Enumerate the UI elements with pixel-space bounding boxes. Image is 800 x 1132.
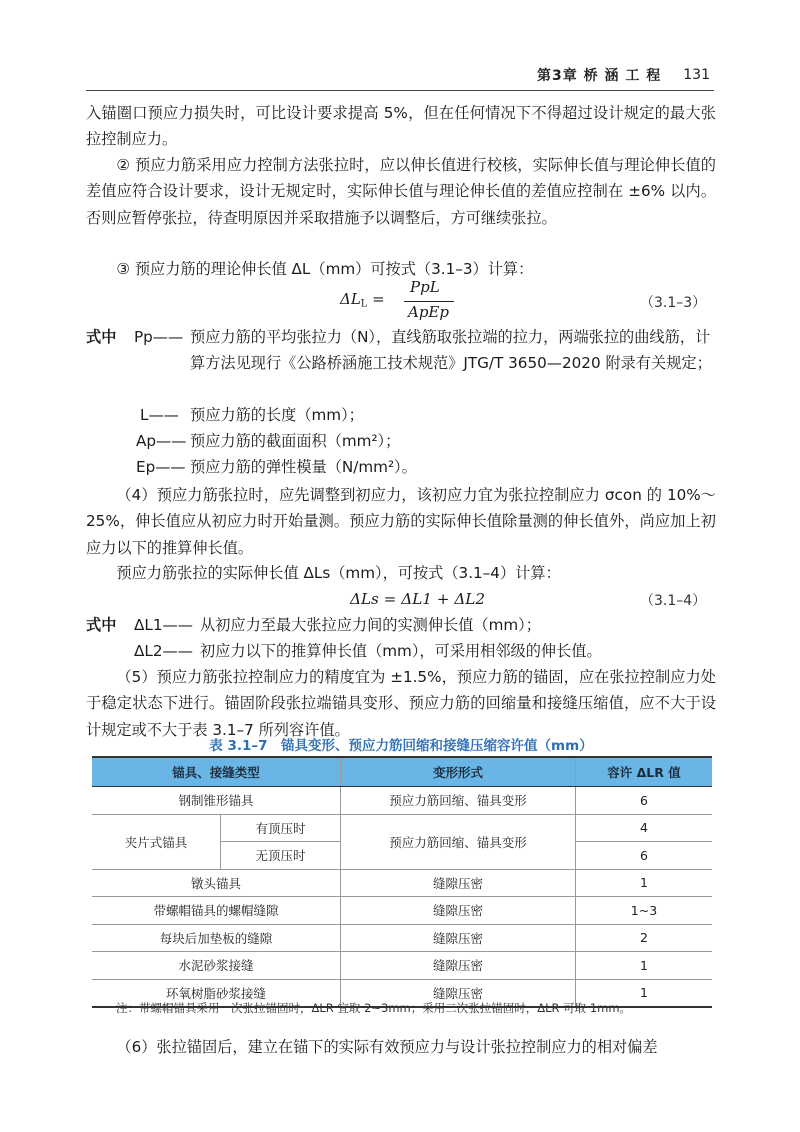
fraction-bar [404, 301, 454, 302]
cell-type: 每块后加垫板的缝隙 [92, 924, 341, 952]
tolerance-table [92, 756, 712, 1008]
formula-denominator: ApEp [408, 303, 449, 321]
cell-form: 缝隙压密 [341, 897, 576, 925]
cell-value: 6 [576, 787, 713, 815]
paragraph-5: 预应力筋张拉的实际伸长值 ΔLs（mm），可按式（3.1–4）计算： [116, 564, 561, 582]
defs-label: 式中 [86, 328, 117, 346]
table-title: 表 3.1–7 锚具变形、预应力筋回缩和接缝压缩容许值（mm） [209, 738, 593, 754]
def-text-ap: 预应力筋的截面面积（mm²）； [190, 432, 401, 450]
cell-value: 6 [576, 842, 713, 870]
cell-type: 夹片式锚具 [92, 814, 221, 869]
def-text-l: 预应力筋的长度（mm）； [190, 406, 364, 424]
paragraph-6: （5）预应力筋张拉控制应力的精度宜为 ±1.5%，预应力筋的锚固，应在张拉控制应力处于稳定状态下进行。锚固阶段张拉端锚具变形、预应力筋的回缩量和接缝压缩值，应不大于设计规定或不大于表 3.1–7 所列容许值。 [86, 668, 716, 739]
def-text-ep: 预应力筋的弹性模量（N/mm²）。 [190, 458, 417, 476]
cell-value: 4 [576, 814, 713, 842]
cell-type: 钢制锥形锚具 [92, 787, 341, 815]
chapter-title: 第3章 桥 涵 工 程 [537, 68, 662, 84]
table-row [92, 897, 712, 925]
cell-value: 1 [576, 869, 713, 897]
paragraph-3: ③ 预应力筋的理论伸长值 ΔL（mm）可按式（3.1–3）计算： [116, 260, 534, 278]
table-header-form: 变形形式 [341, 757, 576, 787]
page-number: 131 [683, 67, 710, 83]
cell-subtype: 有顶压时 [221, 814, 341, 842]
table-header-type: 锚具、接缝类型 [92, 757, 341, 787]
cell-value: 1 [576, 979, 713, 1007]
table-row [92, 869, 712, 897]
table-row [92, 952, 712, 980]
paragraph-2: ② 预应力筋采用应力控制方法张拉时，应以伸长值进行校核，实际伸长值与理论伸长值的差值应符合设计要求，设计无规定时，实际伸长值与理论伸长值的差值应控制在 ±6% 以内。否则应暂停张拉，待查明原因并采取措施予以调整后，方可继续张拉。 [86, 156, 716, 227]
cell-form: 缝隙压密 [341, 924, 576, 952]
table-row [92, 787, 712, 815]
def-term-dl1: ΔL1—— [134, 616, 193, 634]
table-row [92, 924, 712, 952]
cell-form: 缝隙压密 [341, 952, 576, 980]
table-header-value: 容许 ΔLR 值 [576, 757, 713, 787]
def-text-dl2: 初应力以下的推算伸长值（mm），可采用相邻级的伸长值。 [200, 642, 602, 660]
cell-value: 2 [576, 924, 713, 952]
cell-form: 缝隙压密 [341, 869, 576, 897]
paragraph-4: （4）预应力筋张拉时，应先调整到初应力，该初应力宜为张拉控制应力 σcon 的 10%～25%，伸长值应从初应力时开始量测。预应力筋的实际伸长值除量测的伸长值外，尚应加上初应力以下的推算伸长值。 [86, 486, 716, 557]
cell-form: 预应力筋回缩、锚具变形 [341, 787, 576, 815]
def-term-l: L—— [140, 406, 179, 424]
paragraph-1: 入锚圈口预应力损失时，可比设计要求提高 5%，但在任何情况下不得超过设计规定的最大张拉控制应力。 [86, 104, 716, 149]
paragraph-7: （6）张拉锚固后，建立在锚下的实际有效预应力与设计张拉控制应力的相对偏差 [116, 1038, 658, 1056]
cell-subtype: 无顶压时 [221, 842, 341, 870]
table-row [92, 814, 712, 842]
cell-type: 镦头锚具 [92, 869, 341, 897]
cell-type: 带螺帽锚具的螺帽缝隙 [92, 897, 341, 925]
def-text-dl1: 从初应力至最大张拉应力间的实测伸长值（mm）； [200, 616, 541, 634]
cell-type: 水泥砂浆接缝 [92, 952, 341, 980]
cell-value: 1 [576, 952, 713, 980]
cell-value: 1~3 [576, 897, 713, 925]
def-term-pp: Pp—— [134, 328, 184, 346]
formula-numerator: PpL [410, 278, 440, 296]
def-term-dl2: ΔL2—— [134, 642, 193, 660]
table-header-row [92, 757, 712, 787]
def-term-ap: Ap—— [136, 432, 187, 450]
formula-number-4: （3.1–4） [640, 593, 707, 609]
defs-label-4: 式中 [86, 616, 117, 634]
header-rule [86, 90, 714, 91]
formula-lhs: $\Delta L_L$ = [340, 290, 385, 310]
table-note: 注：带螺帽锚具采用一次张拉锚固时，ΔLR 宜取 2~3mm；采用二次张拉锚固时，ΔLR 可取 1mm。 [116, 1001, 632, 1015]
formula-3-1-4: ΔLs = ΔL1 + ΔL2 [350, 590, 486, 608]
def-text-pp: 预应力筋的平均张拉力（N），直线筋取张拉端的拉力，两端张拉的曲线筋，计算方法见现行《公路桥涵施工技术规范》JTG/T 3650—2020 附录有关规定； [190, 328, 712, 372]
cell-form: 缝隙压密 [341, 979, 576, 1007]
formula-number-3: （3.1–3） [640, 295, 707, 311]
cell-form: 预应力筋回缩、锚具变形 [341, 814, 576, 869]
page-header [480, 64, 710, 86]
cell-type: 环氧树脂砂浆接缝 [92, 979, 341, 1007]
def-term-ep: Ep—— [136, 458, 186, 476]
